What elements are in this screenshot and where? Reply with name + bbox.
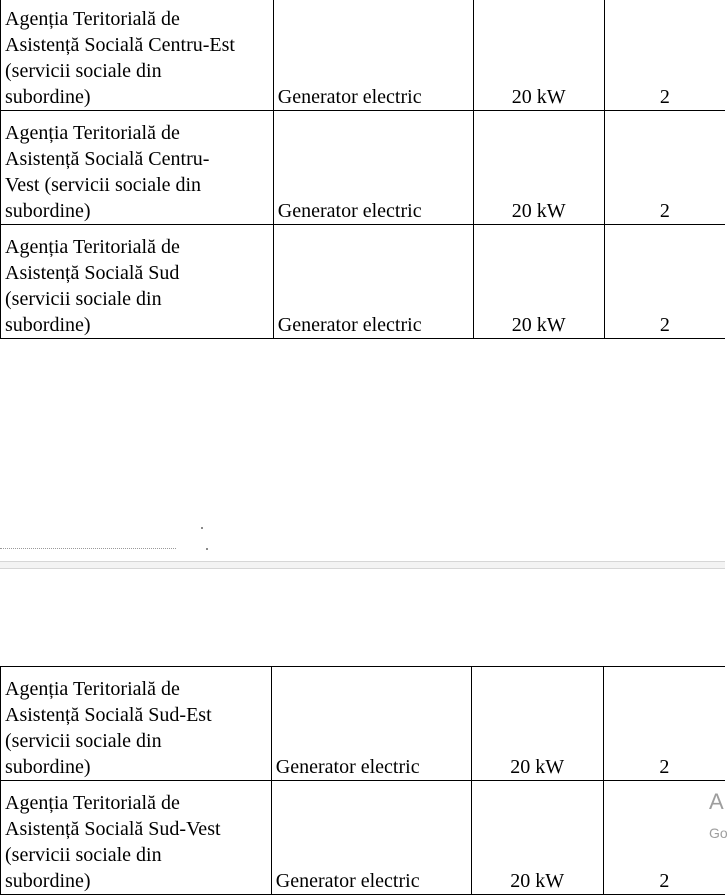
table-row bbox=[1, 667, 726, 781]
org-line: (servicii sociale din bbox=[5, 60, 162, 82]
equipment-cell: Generator electric bbox=[273, 225, 473, 339]
quantity-cell: 2 bbox=[603, 781, 725, 895]
equipment-cell: Generator electric bbox=[271, 667, 471, 781]
equipment-table-top bbox=[0, 0, 725, 339]
org-line: Asistență Socială Centru-Est bbox=[5, 34, 235, 56]
power-cell: 20 kW bbox=[473, 0, 604, 111]
equipment-cell: Generator electric bbox=[273, 0, 473, 111]
org-line: Vest (servicii sociale din bbox=[5, 174, 202, 196]
org-cell bbox=[1, 111, 274, 225]
table-row bbox=[1, 225, 726, 339]
org-line: Asistență Socială Sud-Est bbox=[5, 704, 212, 726]
org-line: (servicii sociale din bbox=[5, 730, 162, 752]
scan-artifact-dot bbox=[201, 527, 203, 529]
power-cell: 20 kW bbox=[473, 111, 604, 225]
org-line: (servicii sociale din bbox=[5, 844, 162, 866]
equipment-table-bottom bbox=[0, 666, 728, 895]
org-cell bbox=[1, 0, 274, 111]
org-line: Agenția Teritorială de bbox=[5, 678, 180, 700]
org-line: Agenția Teritorială de bbox=[5, 122, 180, 144]
table-row bbox=[1, 0, 726, 111]
org-line: Asistență Socială Sud-Vest bbox=[5, 818, 221, 840]
scan-artifact-dot bbox=[206, 548, 208, 550]
equipment-cell: Generator electric bbox=[271, 781, 471, 895]
page-separator bbox=[0, 561, 725, 569]
org-line: subordine) bbox=[5, 870, 91, 892]
power-cell: 20 kW bbox=[471, 667, 603, 781]
power-cell: 20 kW bbox=[473, 225, 604, 339]
quantity-cell: 2 bbox=[604, 225, 725, 339]
org-line: subordine) bbox=[5, 86, 91, 108]
org-line: Agenția Teritorială de bbox=[5, 236, 180, 258]
overlay-watermark-subtext: Go bbox=[709, 825, 728, 841]
org-line: Asistență Socială Sud bbox=[5, 262, 180, 284]
org-line: Asistență Socială Centru- bbox=[5, 148, 210, 170]
overlay-watermark-text: A bbox=[709, 789, 724, 814]
equipment-cell: Generator electric bbox=[273, 111, 473, 225]
quantity-cell: 2 bbox=[604, 0, 725, 111]
table-row bbox=[1, 111, 726, 225]
org-cell bbox=[1, 225, 274, 339]
org-line: Agenția Teritorială de bbox=[5, 792, 180, 814]
quantity-cell: 2 bbox=[604, 111, 725, 225]
org-line: Agenția Teritorială de bbox=[5, 8, 180, 30]
power-cell: 20 kW bbox=[471, 781, 603, 895]
quantity-cell: 2 bbox=[603, 667, 725, 781]
org-cell bbox=[1, 781, 272, 895]
org-cell bbox=[1, 667, 272, 781]
org-line: subordine) bbox=[5, 756, 91, 778]
scan-artifact-line bbox=[0, 548, 176, 549]
table-row bbox=[1, 781, 726, 895]
org-line: subordine) bbox=[5, 200, 91, 222]
org-line: (servicii sociale din bbox=[5, 288, 162, 310]
org-line: subordine) bbox=[5, 314, 91, 336]
